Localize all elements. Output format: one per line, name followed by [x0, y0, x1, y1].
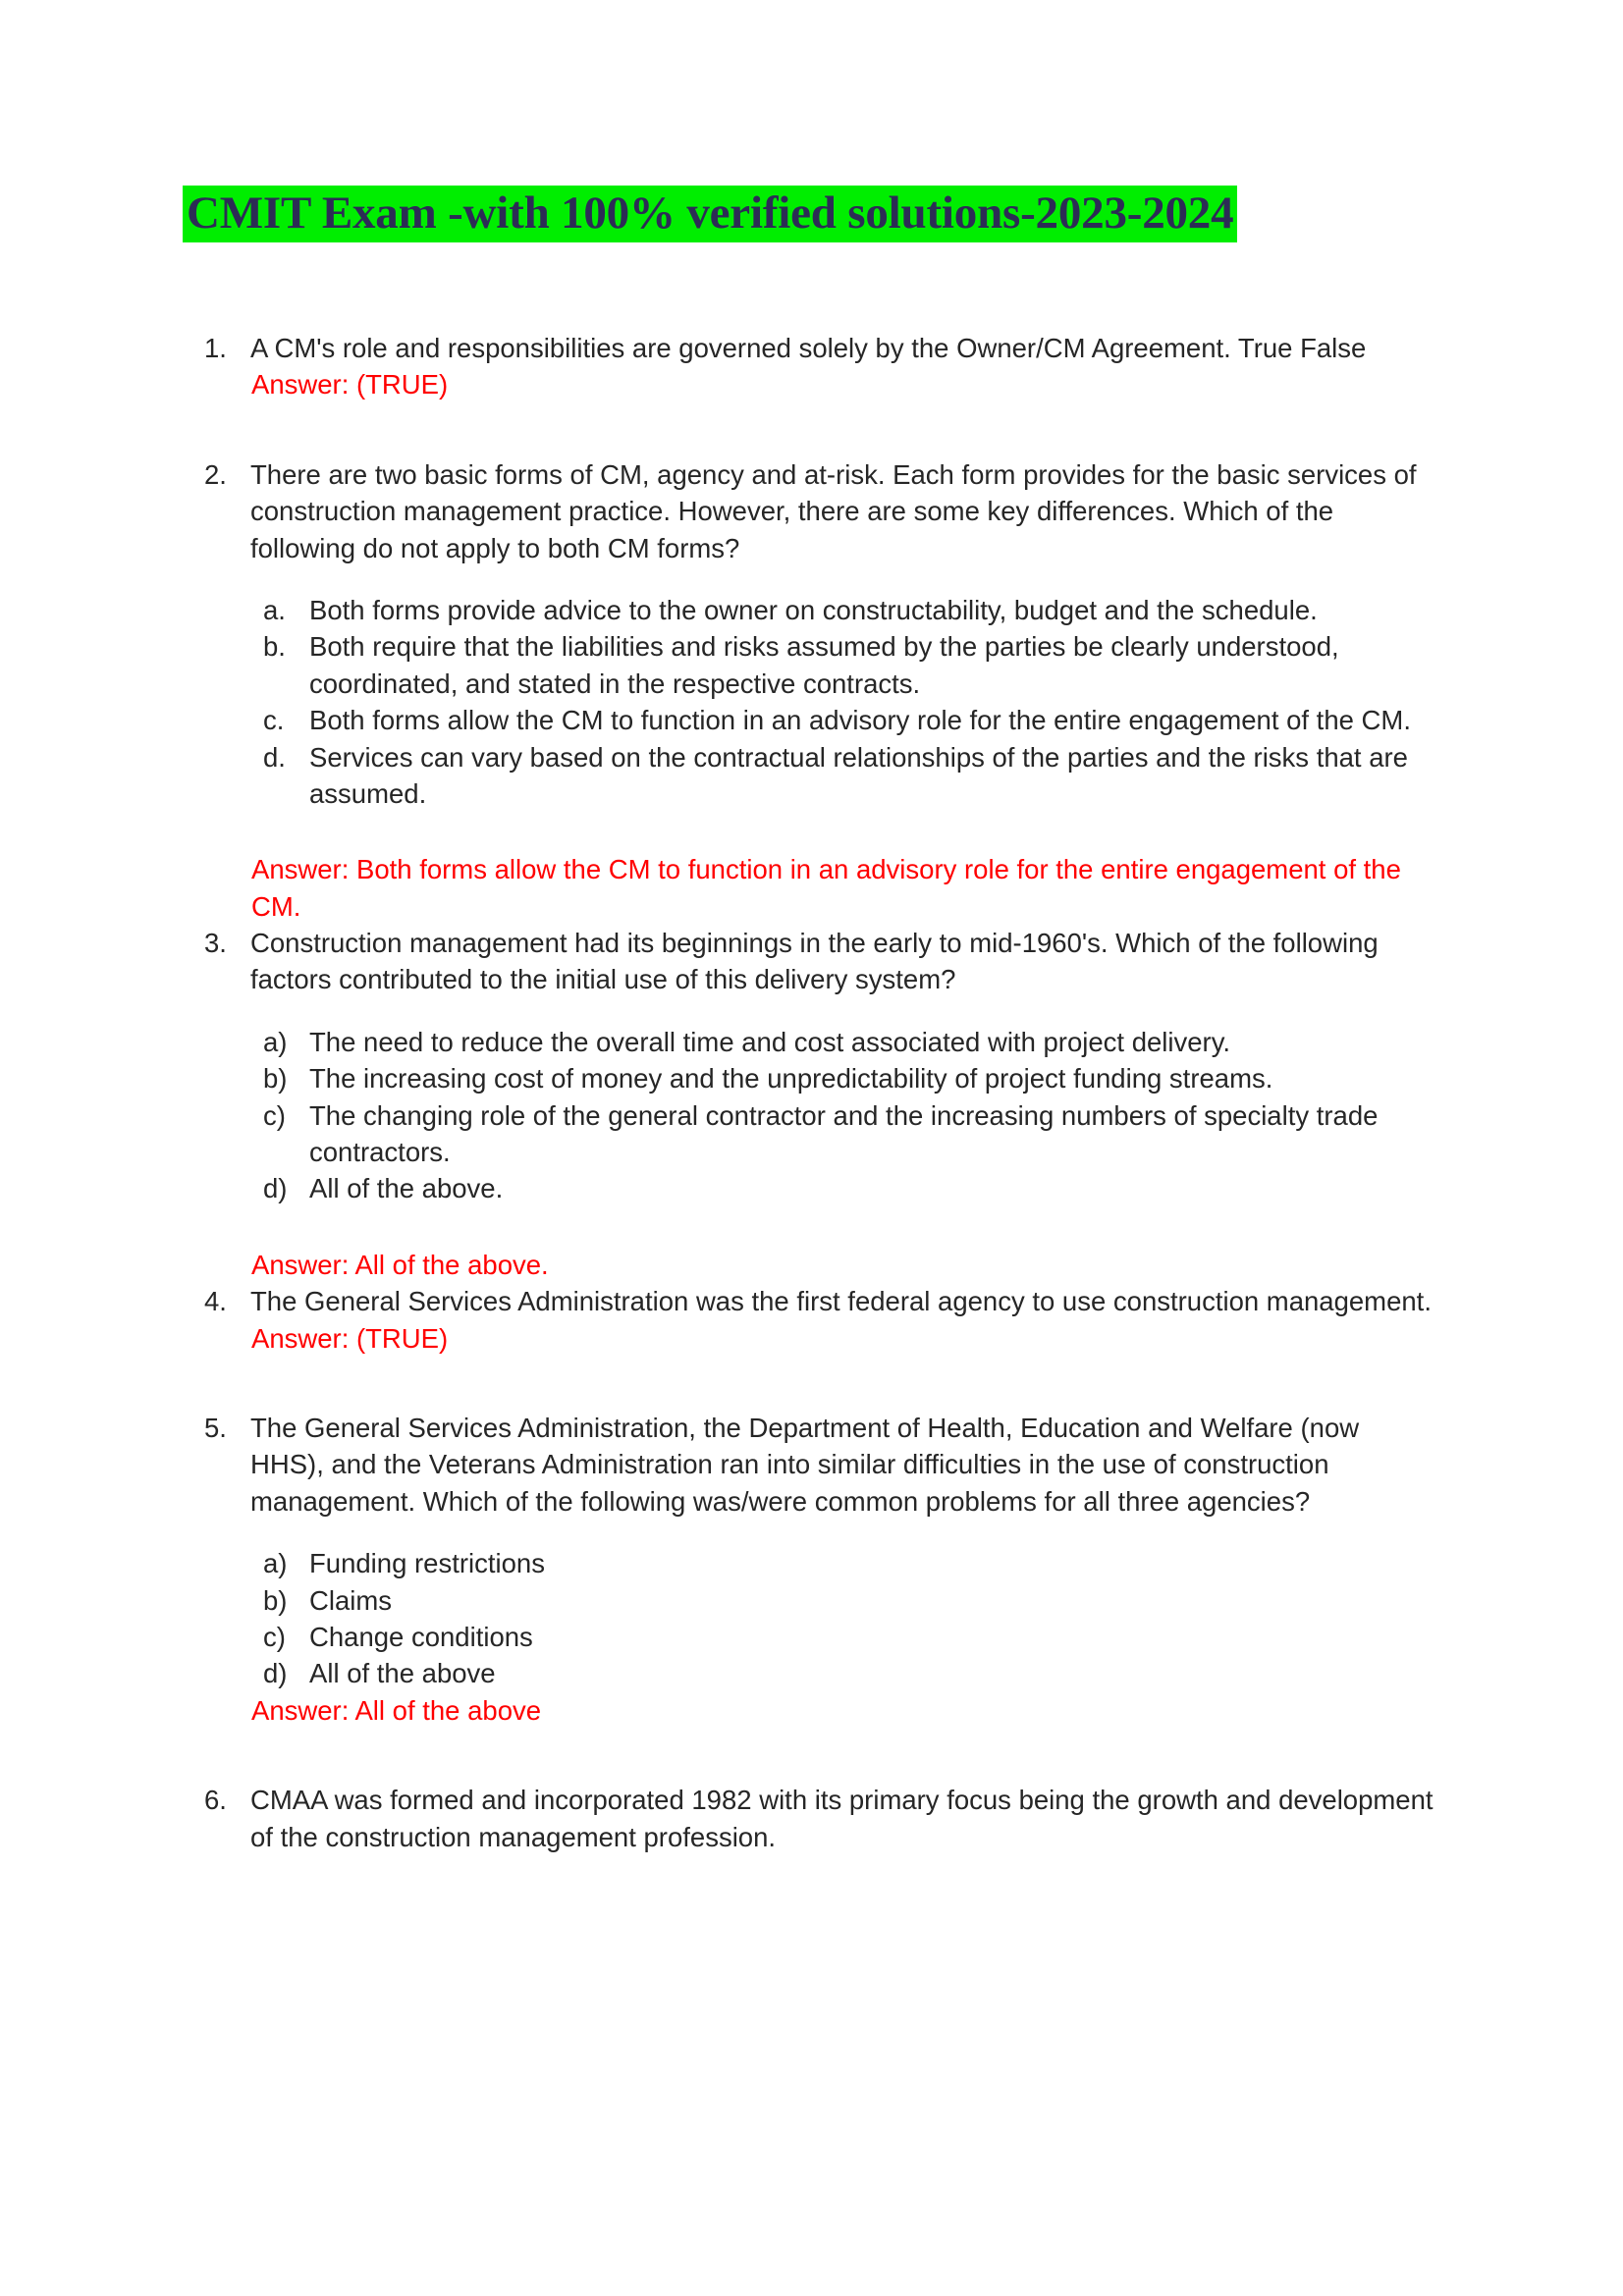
- option-text: Change conditions: [309, 1621, 533, 1652]
- option-item: [263, 1655, 1432, 1691]
- option-text: The need to reduce the overall time and cost associated with project delivery.: [309, 1026, 1231, 1057]
- question-text-6: CMAA was formed and incorporated 1982 with its primary focus being the growth and development of the construction management profession.: [250, 1785, 1434, 1852]
- question-item-3: [0, 925, 1623, 998]
- document-title-container: [183, 183, 1400, 243]
- option-item: [263, 739, 1432, 813]
- question-number-2: 2.: [204, 458, 227, 490]
- option-item: [263, 1024, 1432, 1060]
- option-label: c): [263, 1099, 286, 1131]
- spacer: [0, 403, 1623, 456]
- option-item: [263, 702, 1432, 738]
- question-item-1: [0, 330, 1623, 366]
- option-label: a): [263, 1548, 288, 1579]
- option-text: Funding restrictions: [309, 1548, 545, 1579]
- option-list-2: [0, 592, 1623, 812]
- option-list-3: [0, 1024, 1623, 1207]
- option-item: [263, 1582, 1432, 1619]
- option-text: All of the above: [309, 1658, 496, 1689]
- question-text-4: The General Services Administration was the first federal agency to use construction management.: [250, 1286, 1432, 1317]
- option-item: [263, 1097, 1432, 1171]
- option-item: [263, 1060, 1432, 1096]
- option-text: Claims: [309, 1584, 393, 1616]
- question-number-6: 6.: [204, 1785, 227, 1816]
- question-number-5: 5.: [204, 1412, 227, 1443]
- option-item: [263, 1545, 1432, 1581]
- option-text: Both require that the liabilities and risks assumed by the parties be clearly understood, coordinated, and stated in the respective contracts.: [309, 631, 1339, 699]
- answer-4: Answer: (TRUE): [251, 1322, 449, 1354]
- option-item: [263, 1170, 1432, 1206]
- question-item-6: [0, 1782, 1623, 1855]
- option-item: [263, 592, 1432, 628]
- spacer: [0, 1357, 1623, 1410]
- option-label: c): [263, 1621, 286, 1652]
- page-title: CMIT Exam -with 100% verified solutions-2023-2024: [183, 186, 1237, 242]
- question-number-1: 1.: [204, 333, 227, 363]
- option-label: d.: [263, 741, 286, 773]
- question-text-5: The General Services Administration, the Department of Health, Education and Welfare (now HHS), and the Veterans Administration ran into similar difficulties in the use of construction management. Which of the following was/were common problems for all three agencies?: [250, 1412, 1360, 1517]
- option-label: a.: [263, 594, 286, 625]
- answer-2: Answer: Both forms allow the CM to function in an advisory role for the entire engagement of the CM.: [251, 854, 1401, 922]
- option-label: b.: [263, 631, 286, 663]
- question-text-1: A CM's role and responsibilities are governed solely by the Owner/CM Agreement. True False: [250, 333, 1367, 363]
- option-label: a): [263, 1026, 288, 1057]
- option-label: b): [263, 1584, 288, 1616]
- spacer: [0, 1207, 1623, 1247]
- option-text: All of the above.: [309, 1173, 504, 1204]
- option-label: b): [263, 1063, 288, 1095]
- question-text-2: There are two basic forms of CM, agency and at-risk. Each form provides for the basic services of construction management practice. However, there are some key differences. Which of the following do not apply to both CM forms?: [250, 458, 1417, 563]
- question-text-3: Construction management had its beginnings in the early to mid-1960's. Which of the following factors contributed to the initial use of this delivery system?: [250, 928, 1379, 995]
- option-text: Services can vary based on the contractual relationships of the parties and the risks that are assumed.: [309, 741, 1408, 809]
- option-text: Both forms provide advice to the owner on constructability, budget and the schedule.: [309, 594, 1318, 625]
- answer-1: Answer: (TRUE): [251, 369, 449, 400]
- option-label: d): [263, 1658, 288, 1689]
- answer-5: Answer: All of the above: [251, 1694, 542, 1726]
- question-number-3: 3.: [204, 928, 227, 959]
- spacer: [0, 1729, 1623, 1782]
- question-item-2: [0, 456, 1623, 566]
- option-list-5: [0, 1545, 1623, 1692]
- option-text: Both forms allow the CM to function in an advisory role for the entire engagement of the CM.: [309, 705, 1411, 736]
- option-item: [263, 1619, 1432, 1655]
- question-list: [0, 330, 1623, 1855]
- question-item-4: [0, 1283, 1623, 1319]
- option-text: The increasing cost of money and the unpredictability of project funding streams.: [309, 1063, 1273, 1095]
- answer-3: Answer: All of the above.: [251, 1249, 549, 1280]
- spacer: [0, 812, 1623, 851]
- question-number-4: 4.: [204, 1286, 227, 1317]
- option-label: c.: [263, 705, 285, 736]
- option-label: d): [263, 1173, 288, 1204]
- question-item-5: [0, 1410, 1623, 1520]
- option-item: [263, 628, 1432, 702]
- option-text: The changing role of the general contractor and the increasing numbers of specialty trade contractors.: [309, 1099, 1379, 1168]
